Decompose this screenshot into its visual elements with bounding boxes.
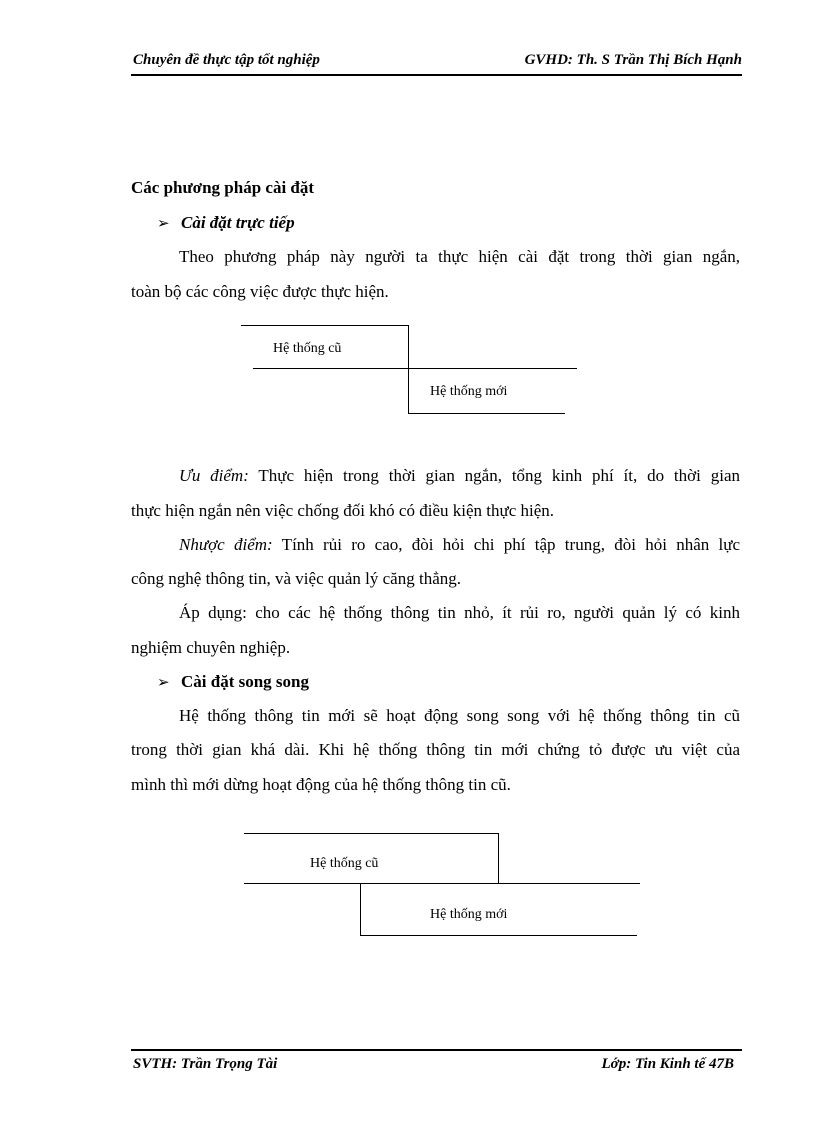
direct-paragraph-line-1: Theo phương pháp này người ta thực hiện cài đặt trong thời gian ngắn, [179,247,740,266]
pros-line-2: thực hiện ngắn nên việc chống đối khó có điều kiện thực hiện. [131,501,555,520]
header-document-title: Chuyên đề thực tập tốt nghiệp [133,52,320,68]
cons-text: Tính rủi ro cao, đòi hỏi chi phí tập trung, đòi hỏi nhân lực [272,535,740,554]
bullet-arrow-icon: ➢ [157,216,170,232]
parallel-paragraph-line-2: trong thời gian khá dài. Khi hệ thống thông tin mới chứng tỏ được ưu việt của [131,740,740,759]
footer-student: SVTH: Trần Trọng Tài [133,1056,278,1072]
diagram1-new-system-label: Hệ thống mới [430,384,508,399]
cons-label: Nhược điểm: [179,535,273,554]
heading-parallel-install: Cài đặt song song [181,672,310,691]
bullet-arrow-icon: ➢ [157,675,170,691]
pros-text: Thực hiện trong thời gian ngắn, tổng kinh phí ít, do thời gian [248,466,740,485]
parallel-paragraph-line-1: Hệ thống thông tin mới sẽ hoạt động song song với hệ thống thông tin cũ [179,706,740,725]
pros-label: Ưu điểm: [179,466,249,485]
section-title: Các phương pháp cài đặt [131,178,315,197]
heading-direct-install: Cài đặt trực tiếp [181,213,295,232]
cons-line-2: công nghệ thông tin, và việc quản lý căng thẳng. [131,569,461,588]
apply-line-2: nghiệm chuyên nghiệp. [131,638,291,657]
diagram1-old-system-label: Hệ thống cũ [273,341,342,356]
diagram2-new-system-label: Hệ thống mới [430,907,508,922]
diagram2-old-system-label: Hệ thống cũ [310,856,379,871]
page-footer [131,1049,742,1081]
direct-paragraph-line-2: toàn bộ các công việc được thực hiện. [131,282,389,301]
apply-line-1: Áp dụng: cho các hệ thống thông tin nhỏ, ít rủi ro, người quản lý có kinh [179,603,740,622]
parallel-paragraph-line-3: mình thì mới dừng hoạt động của hệ thống thông tin cũ. [131,775,511,794]
footer-class: Lớp: Tin Kinh tế 47B [601,1056,734,1072]
header-supervisor: GVHD: Th. S Trần Thị Bích Hạnh [524,52,742,68]
